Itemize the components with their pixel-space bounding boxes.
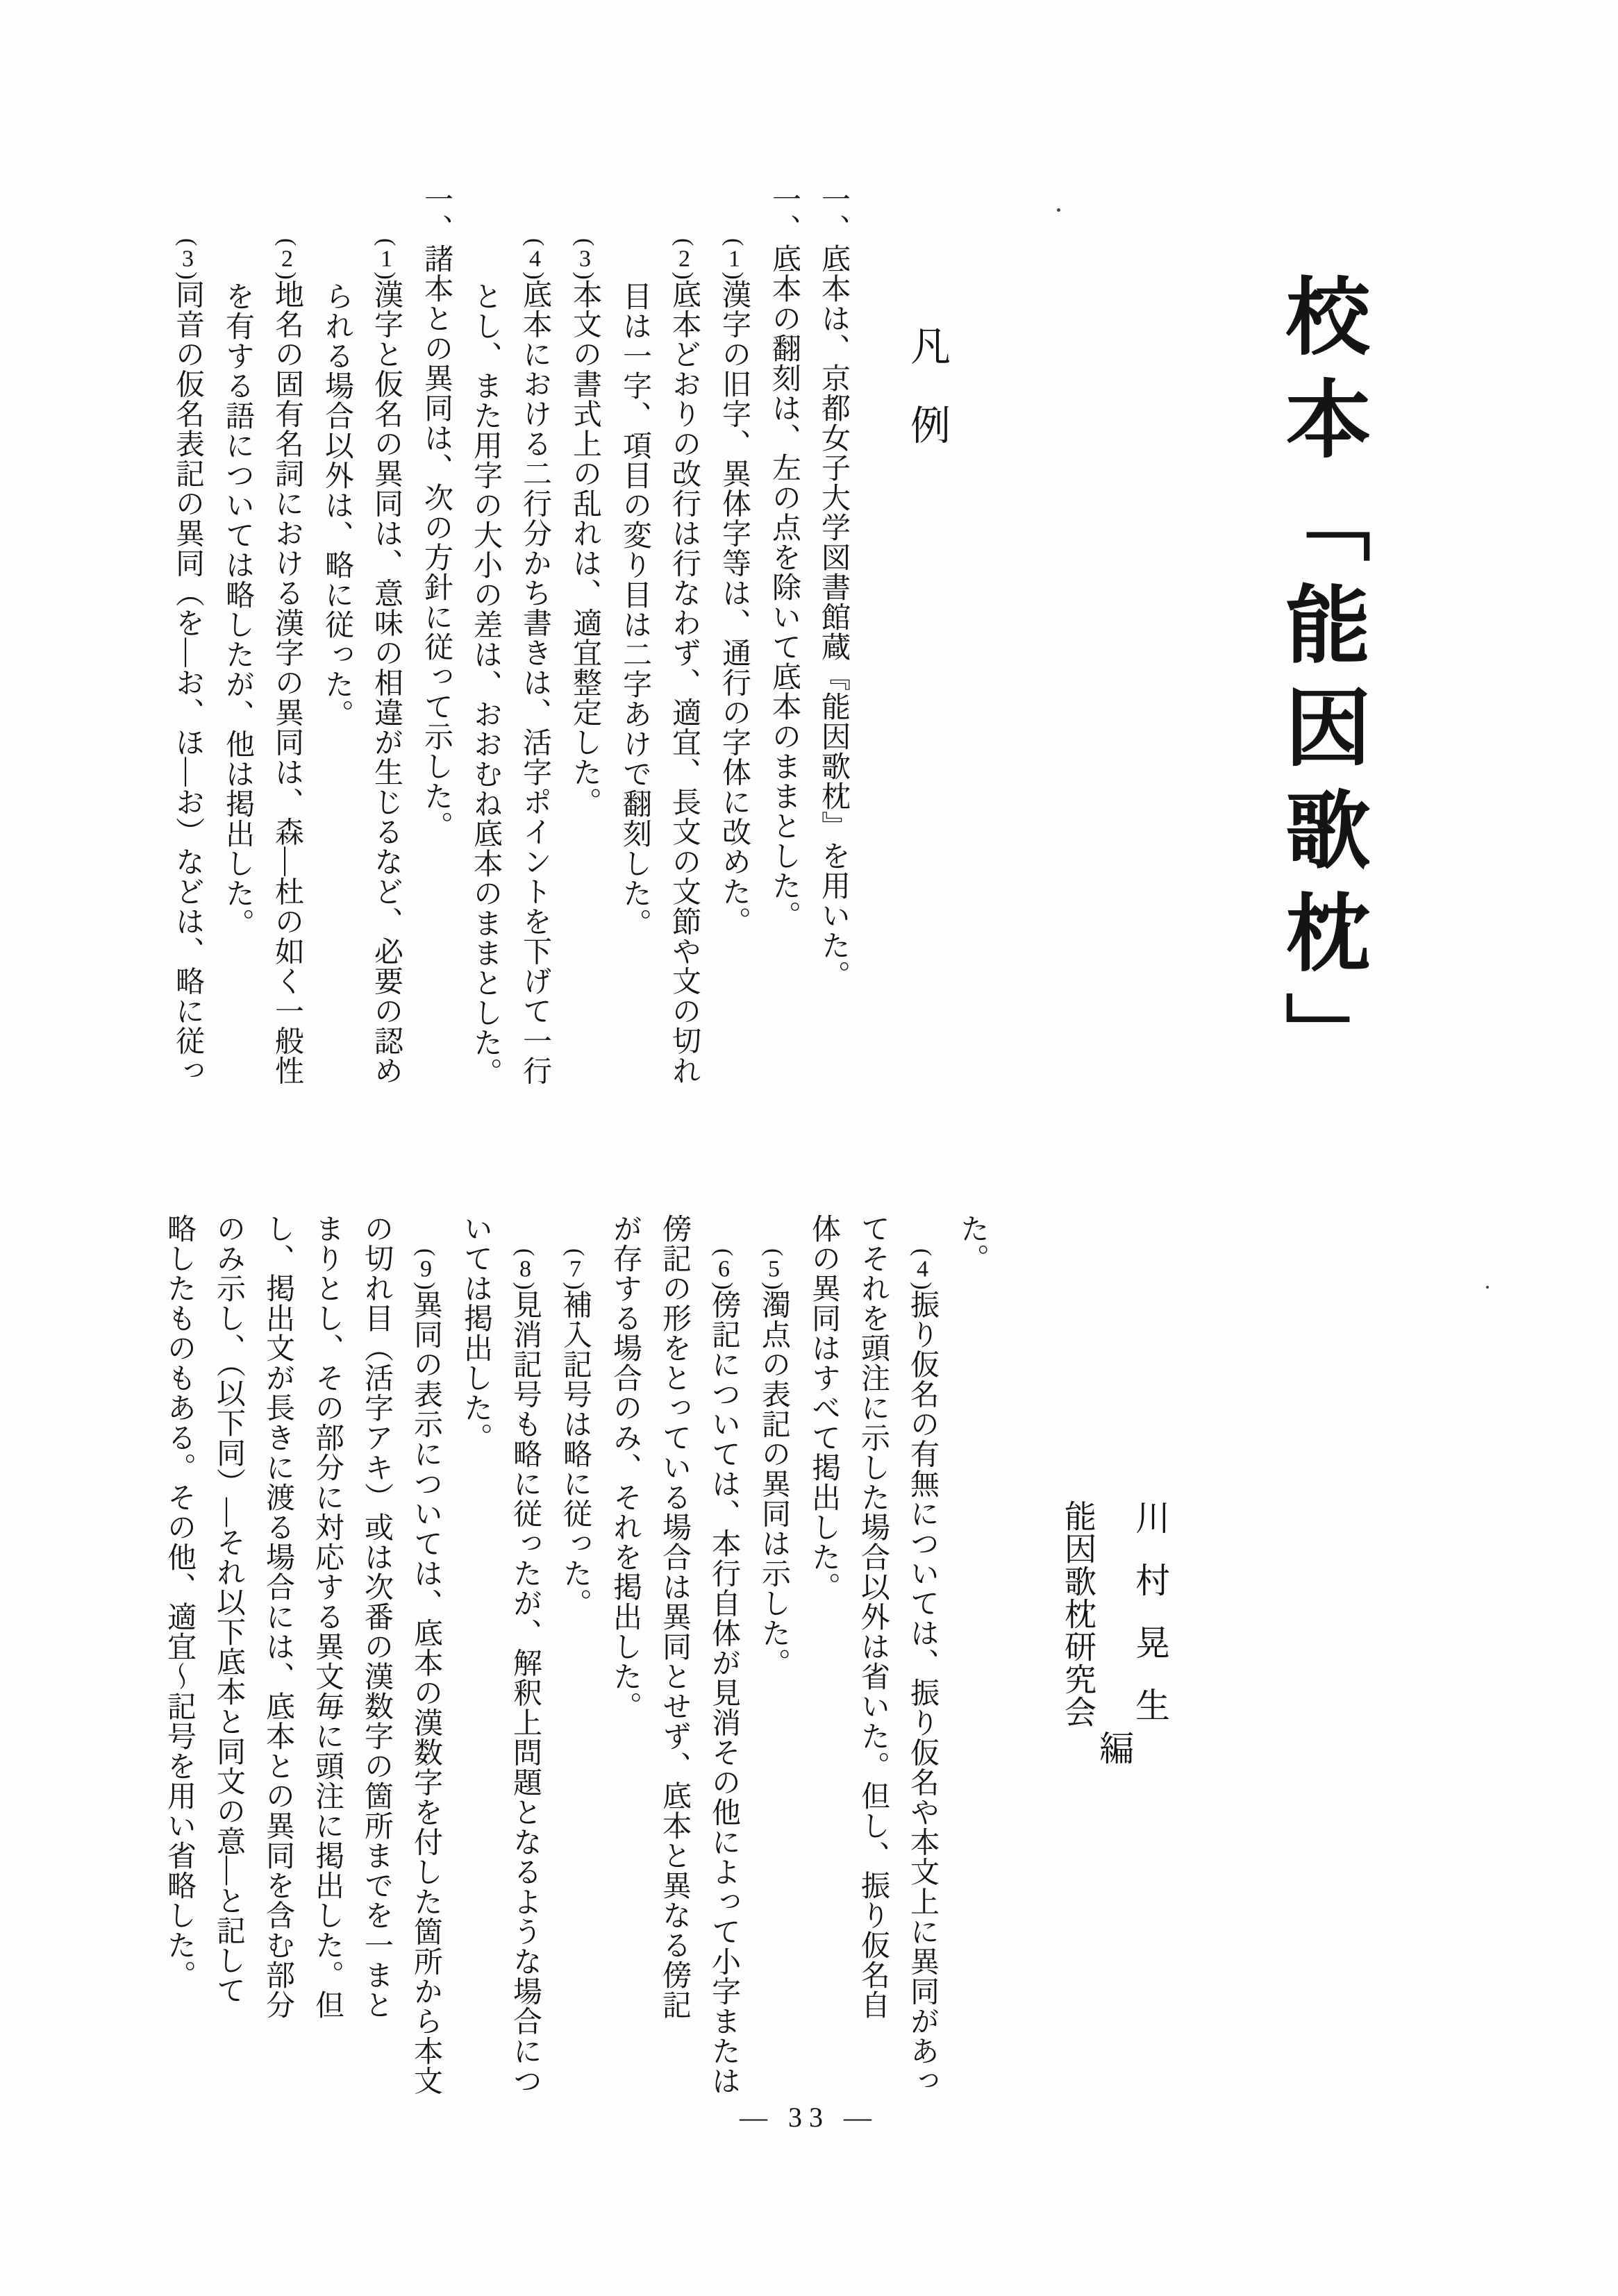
text-column: の切れ目（活字アキ）或は次番の漢数字の箇所までを一まと <box>360 1214 392 2020</box>
notes-section-bottom <box>154 1214 996 2102</box>
text-column: (3)同音の仮名表記の異同（を―お、ほ―お）などは、略に従っ <box>172 238 203 1086</box>
item-number-marker: ) <box>711 1282 737 1290</box>
text-column: (3)本文の書式上の乱れは、適宜整定した。 <box>569 238 601 817</box>
item-number-marker: ) <box>374 271 399 280</box>
text-column: (7)補入記号は略に従った。 <box>559 1248 591 1618</box>
text-column: し、掲出文が長きに渡る場合には、底本との異同を含む部分 <box>262 1214 294 2020</box>
item-number-marker: 1 <box>722 246 747 272</box>
item-number-marker: ( <box>562 1248 588 1257</box>
item-number-marker: ) <box>562 1282 588 1290</box>
author-role-editor: 編 <box>1094 1730 1133 1765</box>
item-number-marker: ( <box>572 238 598 246</box>
item-number-marker: ) <box>512 1282 538 1290</box>
item-number-marker: 3 <box>175 246 201 272</box>
item-number-marker: 6 <box>711 1256 737 1282</box>
item-number-marker: 7 <box>562 1256 588 1282</box>
item-number-marker: ) <box>672 271 697 280</box>
text-column: を有する語については略したが、他は掲出した。 <box>222 281 253 938</box>
scan-speck <box>1057 208 1060 212</box>
text-column: いては掲出した。 <box>460 1214 492 1452</box>
item-number-marker: 9 <box>413 1256 439 1282</box>
item-number-marker: ) <box>722 271 747 280</box>
item-number-marker: 2 <box>274 246 300 272</box>
item-number-marker: ( <box>711 1248 737 1257</box>
notes-section-top <box>162 184 858 1107</box>
author-group: 能因歌枕研究会 <box>1060 1500 1096 1728</box>
item-number-marker: ) <box>274 271 300 280</box>
text-column: (2)地名の固有名詞における漢字の異同は、森―杜の如く一般性 <box>271 238 303 1086</box>
text-column: まりとし、その部分に対応する異文毎に頭注に掲出した。但 <box>311 1214 343 2020</box>
text-column: (2)底本どおりの改行は行なわず、適宜、長文の文節や文の切れ <box>668 238 700 1086</box>
text-column: られる場合以外は、略に従った。 <box>321 281 353 729</box>
text-column: 略したものもある。その他、適宜〜記号を用い省略した。 <box>163 1214 195 1990</box>
text-column: (8)見消記号も略に従ったが、解釈上問題となるような場合につ <box>509 1248 541 2096</box>
item-number-marker: ( <box>672 238 697 246</box>
page-number: — 33 — <box>740 2102 878 2133</box>
item-number-marker: 1 <box>374 246 399 272</box>
item-number-marker: ( <box>910 1248 935 1257</box>
text-column: (4)振り仮名の有無については、振り仮名や本文上に異同があっ <box>906 1248 938 2096</box>
item-number-marker: ) <box>522 271 548 280</box>
item-number-marker: ( <box>761 1248 787 1257</box>
text-column: が存する場合のみ、それを掲出した。 <box>609 1214 641 1721</box>
item-number-marker: ) <box>175 271 201 280</box>
text-column: 傍記の形をとっている場合は異同とせず、底本と異なる傍記 <box>658 1214 690 2020</box>
author-name: 川村晃生 <box>1131 1500 1169 1750</box>
text-column: た。 <box>956 1214 988 1273</box>
text-column: (1)漢字の旧字、異体字等は、通行の字体に改めた。 <box>718 238 750 937</box>
item-number-marker: ( <box>512 1248 538 1257</box>
item-number-marker: ) <box>910 1282 935 1290</box>
section-heading-hanrei: 凡例 <box>904 325 949 483</box>
text-column: 体の異同はすべて掲出した。 <box>808 1214 840 1602</box>
text-column: とし、また用字の大小の差は、おおむね底本のままとした。 <box>469 281 501 1087</box>
item-number-marker: ( <box>413 1248 439 1257</box>
item-number-marker: ( <box>274 238 300 246</box>
item-number-marker: ( <box>522 238 548 246</box>
item-number-marker: 4 <box>522 246 548 272</box>
text-column: てそれを頭注に示した場合以外は省いた。但し、振り仮名自 <box>857 1214 889 2020</box>
text-column: 一、底本は、京都女子大学図書館蔵『能因歌枕』を用いた。 <box>817 184 849 990</box>
item-number-marker: ) <box>761 1282 787 1290</box>
item-number-marker: 5 <box>761 1256 787 1282</box>
text-column: (6)傍記については、本行自体が見消その他によって小字または <box>708 1248 740 2096</box>
item-number-marker: 2 <box>672 246 697 272</box>
item-number-marker: 4 <box>910 1256 935 1282</box>
text-column: 一、諸本との異同は、次の方針に従って示した。 <box>420 184 452 841</box>
text-column: 一、底本の翻刻は、左の点を除いて底本のままとした。 <box>768 184 800 930</box>
text-column: 目は一字、項目の変り目は二字あけで翻刻した。 <box>619 281 651 938</box>
item-number-marker: ( <box>374 238 399 246</box>
page-title: 校本「能因歌枕」 <box>1273 272 1367 1094</box>
item-number-marker: ) <box>413 1282 439 1290</box>
item-number-marker: ) <box>572 271 598 280</box>
text-column: (1)漢字と仮名の異同は、意味の相違が生じるなど、必要の認め <box>370 238 402 1086</box>
item-number-marker: 8 <box>512 1256 538 1282</box>
item-number-marker: ( <box>722 238 747 246</box>
item-number-marker: 3 <box>572 246 598 272</box>
text-column: (4)底本における二行分かち書きは、活字ポイントを下げて一行 <box>519 238 551 1086</box>
text-column: (9)異同の表示については、底本の漢数字を付した箇所から本文 <box>410 1248 442 2096</box>
scan-speck <box>1486 1286 1489 1289</box>
text-column: (5)濁点の表記の異同は示した。 <box>758 1248 790 1678</box>
item-number-marker: ( <box>175 238 201 246</box>
text-column: のみ示し、（以下同）―それ以下底本と同文の意―と記して <box>212 1214 244 2005</box>
